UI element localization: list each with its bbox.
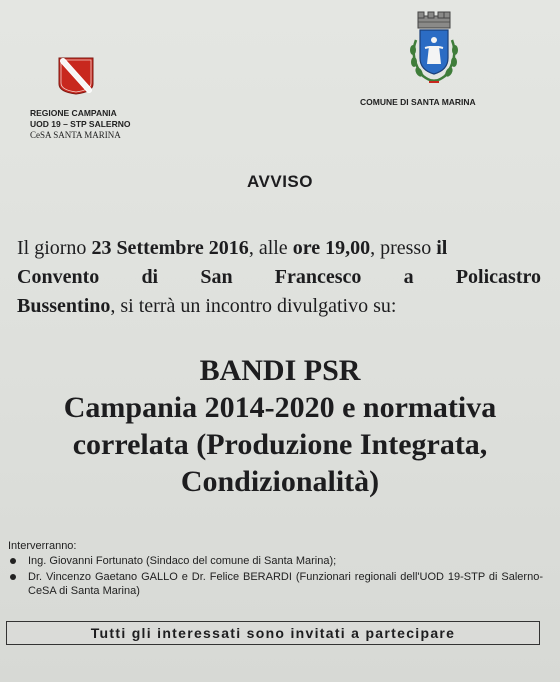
page-title: AVVISO (247, 172, 313, 191)
speakers-list (8, 554, 543, 598)
intro-text: , alle (248, 237, 293, 259)
intro-line-3 (17, 292, 541, 321)
venue-word: Bussentino (17, 295, 111, 317)
intro-line-2 (17, 263, 541, 292)
venue-word: Convento (17, 266, 100, 288)
region-office: UOD 19 – STP SALERNO (30, 119, 131, 129)
bullet-icon (10, 574, 16, 580)
event-time: ore 19,00 (292, 237, 371, 259)
event-date: 23 Settembre 2016 (91, 237, 249, 259)
region-cesa: CeSA SANTA MARINA (30, 130, 121, 140)
intro-text: , presso (370, 237, 437, 259)
list-item (8, 554, 543, 568)
speakers-section (8, 539, 543, 600)
invitation-text: Tutti gli interessati sono invitati a partecipare (90, 625, 456, 641)
comune-name: COMUNE DI SANTA MARINA (360, 97, 476, 107)
speaker-text: Ing. Giovanni Fortunato (Sindaco del comune di Santa Marina); (28, 555, 337, 567)
intro-text: , si terrà un incontro divulgativo su: (110, 295, 397, 317)
venue-word: Policastro (455, 266, 541, 288)
venue-word: San (200, 266, 233, 288)
headline-line-2: Campania 2014-2020 e normativa (63, 391, 497, 424)
venue-word: Francesco (274, 266, 362, 288)
intro-text: Il giorno (17, 237, 92, 259)
headline-line-4: Condizionalità) (180, 465, 380, 498)
venue-word: a (403, 266, 414, 288)
venue-text: il (436, 237, 448, 259)
intro-line-1 (17, 234, 541, 263)
region-header (30, 108, 130, 141)
invitation-banner (6, 621, 540, 645)
intro-paragraph (17, 234, 541, 321)
comune-coat-of-arms-icon (401, 10, 467, 90)
venue-word: di (141, 266, 159, 288)
headline-line-1: BANDI PSR (199, 354, 361, 387)
list-item (8, 570, 543, 598)
speaker-text: Dr. Vincenzo Gaetano GALLO e Dr. Felice BERARDI (Funzionari regionali dell'UOD 19-STP di Salerno-CeSA di Santa Marina) (28, 571, 543, 597)
region-name: REGIONE CAMPANIA (30, 108, 117, 118)
headline-line-3: correlata (Produzione Integrata, (72, 428, 488, 461)
event-headline (0, 352, 560, 500)
speakers-label: Interverranno: (8, 540, 77, 552)
bullet-icon (10, 558, 16, 564)
regione-campania-emblem-icon (55, 54, 97, 96)
